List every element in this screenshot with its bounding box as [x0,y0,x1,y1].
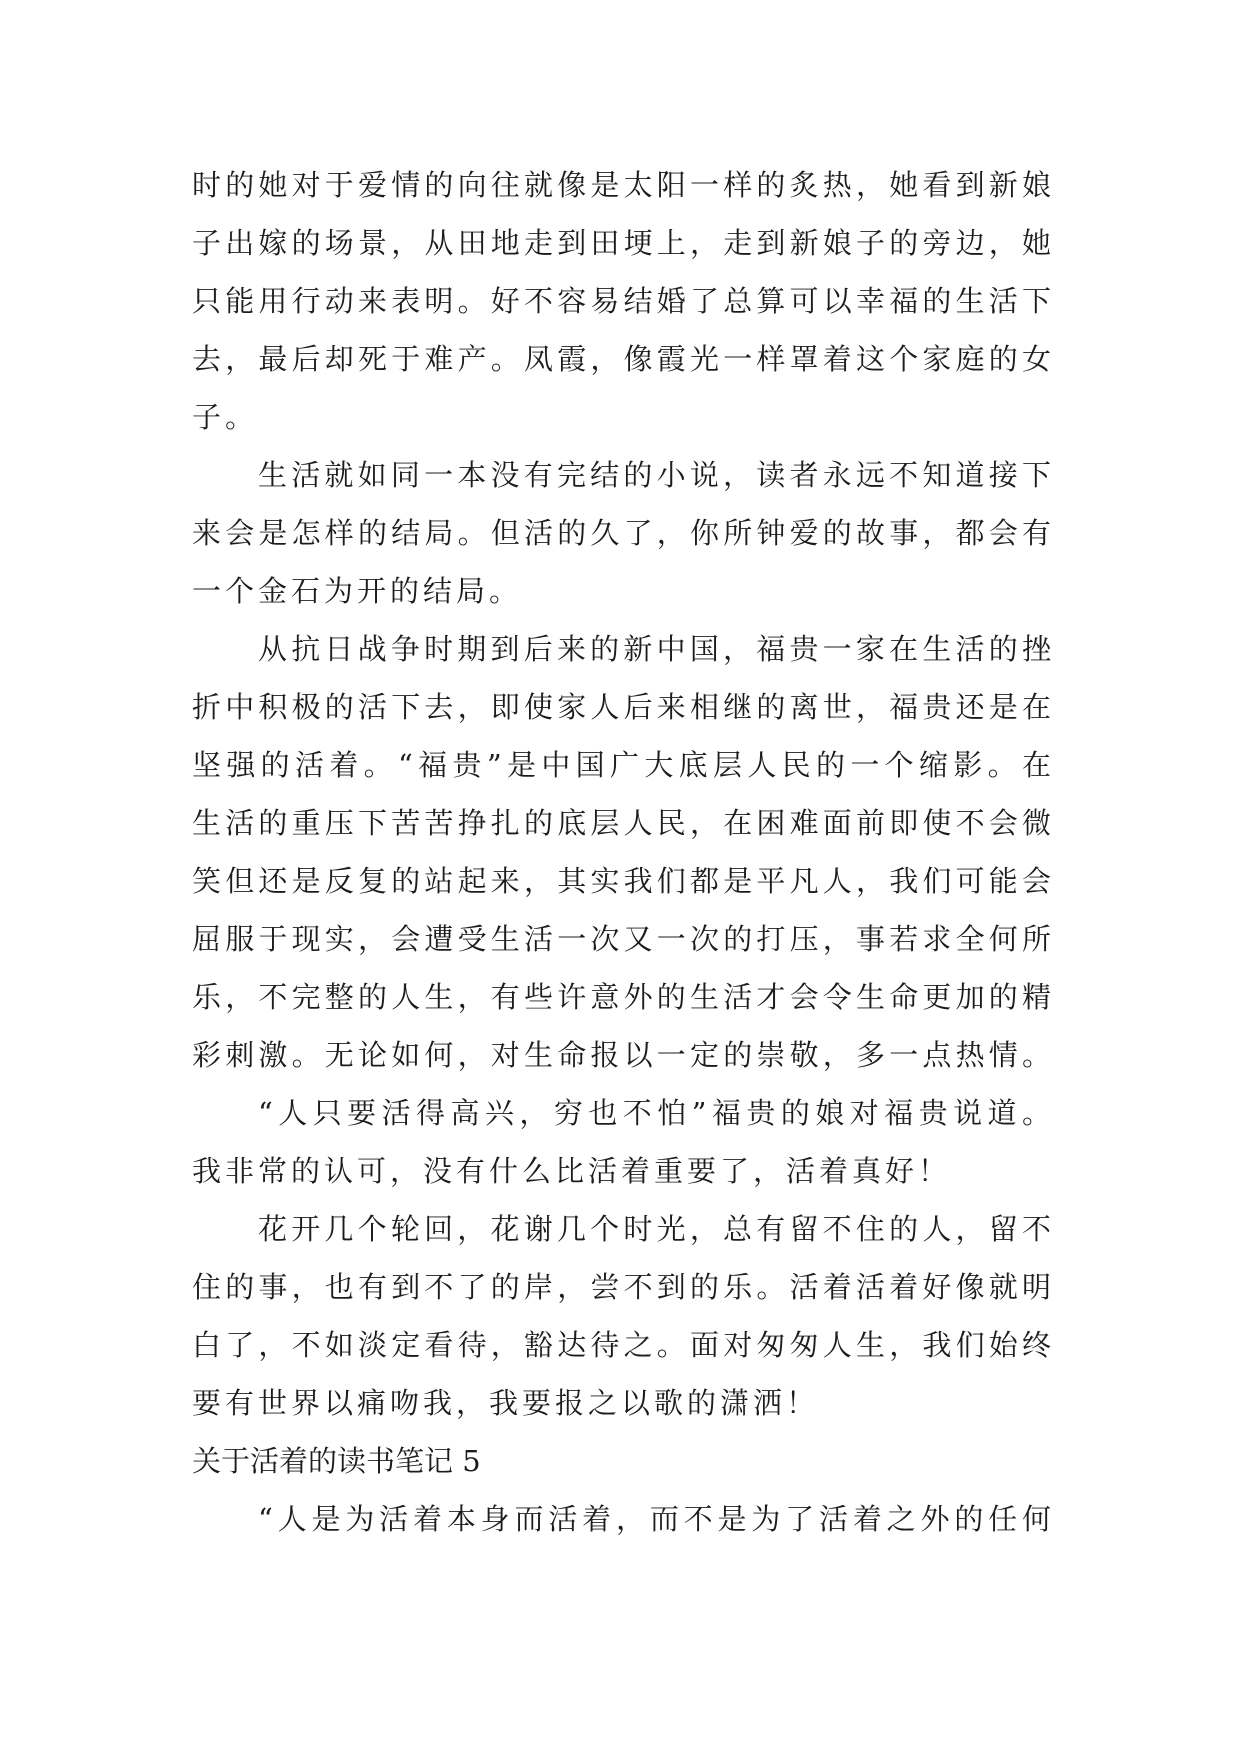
text-line: 住的事，也有到不了的岸，尝不到的乐。活着活着好像就明 [192,1270,1051,1304]
text-line: 乐，不完整的人生，有些许意外的生活才会令生命更加的精 [192,980,1051,1014]
text-line: 彩刺激。无论如何，对生命报以一定的崇敬，多一点热情。 [192,1038,1051,1072]
document-body [192,156,1051,1548]
text-line: 生活就如同一本没有完结的小说，读者永远不知道接下 [258,458,1051,492]
paragraph [192,1490,1051,1548]
text-line: 我非常的认可，没有什么比活着重要了，活着真好！ [192,1154,952,1188]
text-line: 折中积极的活下去，即使家人后来相继的离世，福贵还是在 [192,690,1051,724]
paragraph [192,1084,1051,1200]
text-line: “人是为活着本身而活着，而不是为了活着之外的任何 [258,1502,1051,1536]
text-line: 去，最后却死于难产。凤霞，像霞光一样罩着这个家庭的女 [192,342,1051,376]
text-line: 花开几个轮回，花谢几个时光，总有留不住的人，留不 [258,1212,1051,1246]
text-line: 从抗日战争时期到后来的新中国，福贵一家在生活的挫 [258,632,1051,666]
paragraph [192,156,1051,446]
text-line: 子。 [192,400,259,434]
text-line: 白了，不如淡定看待，豁达待之。面对匆匆人生，我们始终 [192,1328,1051,1362]
text-line: 只能用行动来表明。好不容易结婚了总算可以幸福的生活下 [192,284,1051,318]
text-line: 笑但还是反复的站起来，其实我们都是平凡人，我们可能会 [192,864,1051,898]
text-line: 生活的重压下苦苦挣扎的底层人民，在困难面前即使不会微 [192,806,1051,840]
text-line: 时的她对于爱情的向往就像是太阳一样的炙热，她看到新娘 [192,168,1051,202]
paragraph [192,446,1051,620]
text-line: 一个金石为开的结局。 [192,574,523,608]
text-line: 子出嫁的场景，从田地走到田埂上，走到新娘子的旁边，她 [192,226,1051,260]
text-line: 来会是怎样的结局。但活的久了，你所钟爱的故事，都会有 [192,516,1051,550]
text-line: 屈服于现实，会遭受生活一次又一次的打压，事若求全何所 [192,922,1051,956]
paragraph [192,620,1051,1084]
text-line: 要有世界以痛吻我，我要报之以歌的潇洒！ [192,1386,820,1420]
paragraph [192,1200,1051,1432]
text-line: “人只要活得高兴，穷也不怕”福贵的娘对福贵说道。 [258,1096,1051,1130]
section-heading: 关于活着的读书笔记 5 [192,1444,481,1478]
text-line: 坚强的活着。“福贵”是中国广大底层人民的一个缩影。在 [192,748,1051,782]
